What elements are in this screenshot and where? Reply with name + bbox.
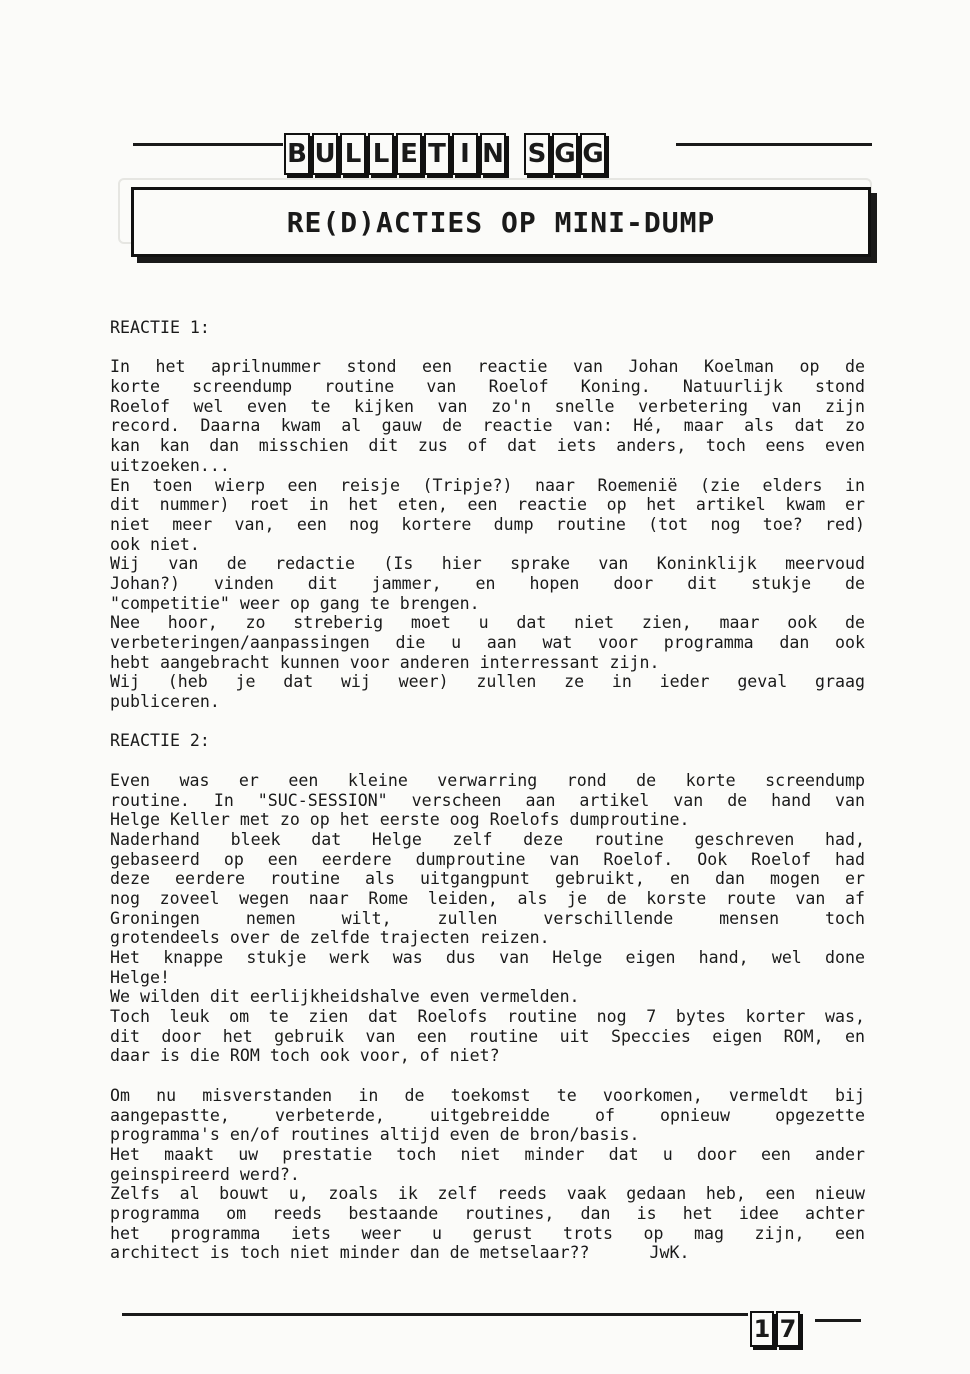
masthead-letter: U bbox=[312, 133, 338, 175]
text-line: aangepastte, verbeterde, uitgebreidde of opnieuw opgezette bbox=[110, 1105, 865, 1125]
text-line: Groningen nemen wilt, zullen verschillende mensen toch bbox=[110, 908, 865, 928]
masthead-letter: B bbox=[284, 133, 310, 175]
text-line: In het aprilnummer stond een reactie van Johan Koelman op de bbox=[110, 357, 865, 377]
masthead-letter: G bbox=[552, 133, 578, 175]
page-number-digit: 7 bbox=[776, 1311, 800, 1347]
masthead-letter: S bbox=[524, 133, 550, 175]
text-line: Wij (heb je dat wij weer) zullen ze in ieder geval graag bbox=[110, 672, 865, 692]
text-line: record. Daarna kwam al gauw de reactie van: Hé, maar als dat zo bbox=[110, 416, 865, 436]
section-heading: REACTIE 1: bbox=[110, 318, 210, 337]
masthead-letter: L bbox=[340, 133, 366, 175]
masthead-letter: G bbox=[580, 133, 606, 175]
text-line: Het maakt uw prestatie toch niet minder dat u door een ander bbox=[110, 1144, 865, 1164]
text-line: Wij van de redactie (Is hier sprake van Koninklijk meervoud bbox=[110, 554, 865, 574]
footer-rule-right bbox=[815, 1319, 861, 1322]
text-line: dit door het gebruik van een routine uit Speccies eigen ROM, en bbox=[110, 1026, 865, 1046]
masthead-rule-right bbox=[676, 143, 872, 146]
footer-rule bbox=[122, 1313, 748, 1316]
text-line: Nee hoor, zo streberig moet u dat niet zien, maar ook de bbox=[110, 613, 865, 633]
text-line: En toen wierp een reisje (Tripje?) naar Roemenië (zie elders in bbox=[110, 475, 865, 495]
text-line: ook niet. bbox=[110, 534, 200, 554]
text-line: publiceren. bbox=[110, 692, 220, 712]
masthead-letter: E bbox=[396, 133, 422, 175]
masthead-rule-left bbox=[133, 143, 283, 146]
text-line: Zelfs al bouwt u, zoals ik zelf reeds vaak gedaan heb, een nieuw bbox=[110, 1184, 865, 1204]
masthead-letter: L bbox=[368, 133, 394, 175]
text-line: Om nu misverstanden in de toekomst te voorkomen, vermeldt bij bbox=[110, 1085, 865, 1105]
text-line: verbeteringen/aanpassingen die u aan wat voor programma dan ook bbox=[110, 633, 865, 652]
text-line: deze eerdere routine als uitgangpunt gebruikt, en dan mogen er bbox=[110, 869, 865, 889]
text-line: kan kan dan misschien dit zus of dat iets anders, toch eens even bbox=[110, 436, 865, 456]
masthead-bulletin-sgg bbox=[284, 133, 606, 175]
masthead-letter: T bbox=[424, 133, 450, 175]
text-line: het programma iets weer u gerust trots op mag zijn, een bbox=[110, 1223, 865, 1243]
article-title-box bbox=[131, 187, 871, 257]
text-line: gebaseerd op een eerdere dumproutine van Roelof. Ook Roelof had bbox=[110, 849, 865, 869]
text-line: nog zoveel wegen naar Rome leiden, als je de korste route van af bbox=[110, 888, 865, 908]
text-line: dit nummer) roet in het eten, een reactie op het artikel kwam er bbox=[110, 495, 865, 515]
text-line: hebt aangebracht kunnen voor anderen interressant zijn. bbox=[110, 652, 660, 672]
text-line: grotendeels over de zelfde trajecten reizen. bbox=[110, 928, 550, 948]
text-line: Roelof wel even te kijken van zo'n snelle verbetering van zijn bbox=[110, 396, 865, 416]
section-heading: REACTIE 2: bbox=[110, 731, 210, 751]
masthead-letter: N bbox=[480, 133, 506, 175]
article-body bbox=[110, 318, 865, 1263]
text-line: korte screendump routine van Roelof Koning. Natuurlijk stond bbox=[110, 377, 865, 397]
text-line: Even was er een kleine verwarring rond de korte screendump bbox=[110, 770, 865, 790]
text-line: architect is toch niet minder dan de metselaar?? JwK. bbox=[110, 1243, 690, 1263]
text-line: Helge! bbox=[110, 967, 170, 987]
text-line: We wilden dit eerlijkheidshalve even vermelden. bbox=[110, 987, 580, 1007]
text-line: programma om reeds bestaande routines, dan is het idee achter bbox=[110, 1203, 865, 1223]
text-line: Toch leuk om te zien dat Roelofs routine nog 7 bytes korter was, bbox=[110, 1007, 865, 1027]
page-number-digit: 1 bbox=[750, 1311, 774, 1347]
text-line: uitzoeken... bbox=[110, 455, 230, 475]
article-title: RE(D)ACTIES OP MINI-DUMP bbox=[286, 205, 716, 239]
masthead-letter: I bbox=[452, 133, 478, 175]
page-number bbox=[750, 1311, 800, 1347]
text-line: geinspireerd werd?. bbox=[110, 1164, 300, 1184]
text-line: "competitie" weer op gang te brengen. bbox=[110, 593, 480, 613]
blank-line bbox=[110, 1066, 865, 1086]
text-line: Naderhand bleek dat Helge zelf deze routine geschreven had, bbox=[110, 829, 865, 849]
text-line: routine. In "SUC-SESSION" verscheen aan artikel van de hand van bbox=[110, 790, 865, 810]
text-line: daar is die ROM toch ook voor, of niet? bbox=[110, 1046, 500, 1066]
text-line: programma's en/of routines altijd even de bron/basis. bbox=[110, 1125, 640, 1145]
text-line: Johan?) vinden dit jammer, en hopen door dit stukje de bbox=[110, 573, 865, 593]
text-line: Het knappe stukje werk was dus van Helge eigen hand, wel done bbox=[110, 948, 865, 967]
text-line: niet meer van, een nog kortere dump routine (tot nog toe? red) bbox=[110, 514, 865, 534]
text-line: Helge Keller met zo op het eerste oog Roelofs dumproutine. bbox=[110, 810, 690, 830]
